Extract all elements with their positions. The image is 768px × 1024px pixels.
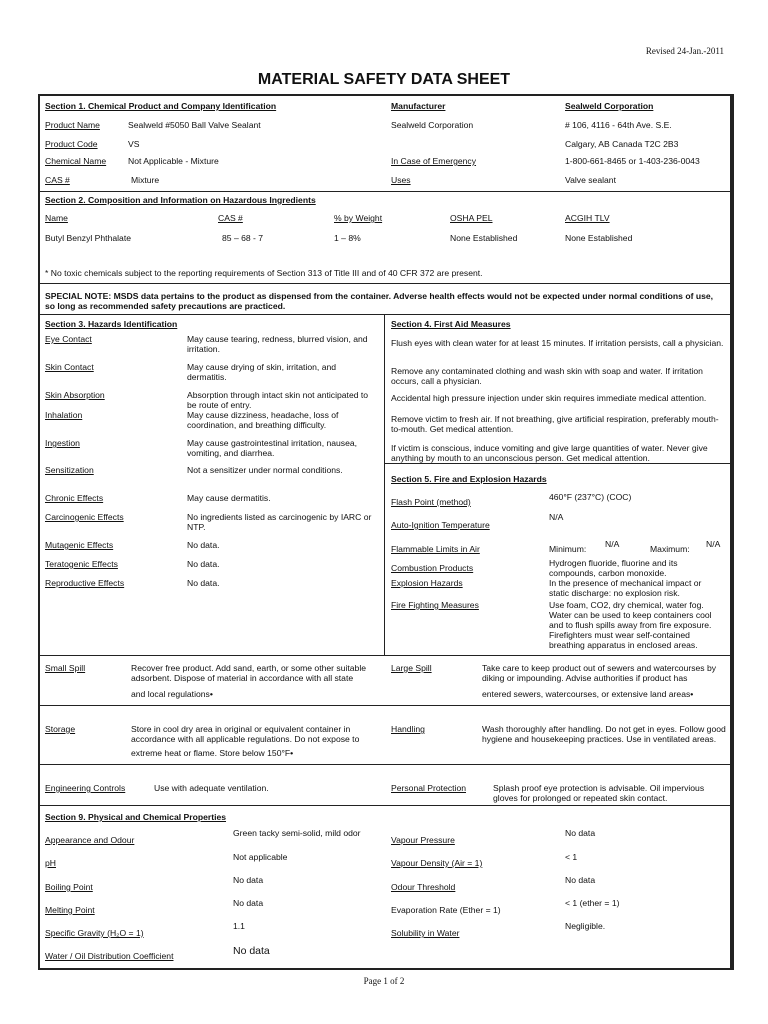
small-spill-value-end: and local regulations• (131, 689, 213, 699)
property-label: Water / Oil Distribution Coefficient (45, 951, 174, 961)
col-name: Name (45, 213, 68, 223)
hazard-value: May cause dermatitis. (187, 493, 271, 503)
flammable-limits-label: Flammable Limits in Air (391, 544, 480, 554)
hazard-value: May cause drying of skin, irritation, and dermatitis. (187, 362, 337, 382)
emergency-label: In Case of Emergency (391, 156, 477, 166)
max-value: N/A (706, 539, 721, 549)
col-osha: OSHA PEL (450, 213, 493, 223)
col-acgih: ACGIH TLV (565, 213, 610, 223)
first-aid-skin: Remove any contaminated clothing and wash skin with soap and water. If irritation occurs, call a physician. (391, 366, 703, 386)
combustion-value: Hydrogen fluoride, fluorine and its compounds, carbon monoxide. (549, 558, 678, 578)
property-value: No data (233, 898, 264, 908)
hazard-value: No data. (187, 559, 220, 569)
property-label: Solubility in Water (391, 928, 460, 938)
property-value: Green tacky semi-solid, mild odor (233, 828, 361, 838)
engineering-controls-value: Use with adequate ventilation. (154, 783, 269, 793)
explosion-label: Explosion Hazards (391, 578, 463, 588)
hazard-label: Sensitization (45, 465, 94, 475)
property-label: Specific Gravity (H₂O = 1) (45, 928, 144, 938)
page-number: Page 1 of 2 (363, 976, 405, 986)
property-value: Negligible. (565, 921, 606, 931)
max-label: Maximum: (650, 544, 690, 554)
emergency-phone: 1-800-661-8465 or 1-403-236-0043 (565, 156, 700, 166)
product-code-label: Product Code (45, 139, 98, 149)
property-value: < 1 (565, 852, 578, 862)
ingredient-weight: 1 – 8% (334, 233, 361, 243)
engineering-controls-label: Engineering Controls (45, 783, 126, 793)
hazard-label: Teratogenic Effects (45, 559, 118, 569)
section5-heading: Section 5. Fire and Explosion Hazards (391, 474, 547, 484)
col-weight: % by Weight (334, 213, 383, 223)
section2-heading: Section 2. Composition and Information on Hazardous Ingredients (45, 195, 316, 205)
hazard-value: May cause tearing, redness, blurred vision, and irritation. (187, 334, 368, 354)
chemical-name-label: Chemical Name (45, 156, 107, 166)
hazard-label: Chronic Effects (45, 493, 104, 503)
flash-point-label: Flash Point (method) (391, 497, 471, 507)
min-label: Minimum: (549, 544, 587, 554)
property-label: Melting Point (45, 905, 95, 915)
hazard-value: Not a sensitizer under normal conditions. (187, 465, 343, 475)
explosion-value: In the presence of mechanical impact or static discharge: no explosion risk. (549, 578, 702, 598)
section9-heading: Section 9. Physical and Chemical Properties (45, 812, 227, 822)
ingredient-osha: None Established (450, 233, 518, 243)
property-value: No data (233, 875, 264, 885)
section4-heading: Section 4. First Aid Measures (391, 319, 511, 329)
hazard-value: No data. (187, 540, 220, 550)
product-name-value: Sealweld #5050 Ball Valve Sealant (128, 120, 261, 130)
special-note: SPECIAL NOTE: MSDS data pertains to the product as dispensed from the container. Adverse health effects would not be expected under normal conditions of use, so long as recommended safety precautions are practiced. (45, 291, 714, 311)
property-label: Odour Threshold (391, 882, 456, 892)
section2-footnote: * No toxic chemicals subject to the reporting requirements of Section 313 of Title III and of 40 CFR 372 are present. (45, 268, 483, 278)
small-spill-label: Small Spill (45, 663, 86, 673)
storage-value-end: extreme heat or flame. Store below 150°F• (131, 748, 294, 758)
hazard-value: No ingredients listed as carcinogenic by IARC or NTP. (187, 512, 372, 532)
handling-value: Wash thoroughly after handling. Do not get in eyes. Follow good hygiene and housekeeping practices. Use in ventilated areas. (482, 724, 726, 744)
address-line2: Calgary, AB Canada T2C 2B3 (565, 139, 679, 149)
handling-label: Handling (391, 724, 425, 734)
property-value: No data (565, 828, 596, 838)
property-value: 1.1 (233, 921, 245, 931)
hazard-value: No data. (187, 578, 220, 588)
section1-heading: Section 1. Chemical Product and Company Identification (45, 101, 277, 111)
combustion-label: Combustion Products (391, 563, 474, 573)
autoignition-label: Auto-Ignition Temperature (391, 520, 490, 530)
autoignition-value: N/A (549, 512, 564, 522)
large-spill-value-end: entered sewers, watercourses, or extensive land areas• (482, 689, 694, 699)
hazard-label: Mutagenic Effects (45, 540, 114, 550)
chemical-name-value: Not Applicable - Mixture (128, 156, 219, 166)
property-label: Evaporation Rate (Ether = 1) (391, 905, 501, 915)
property-value: No data (233, 945, 270, 957)
property-label: Boiling Point (45, 882, 93, 892)
hazard-label: Eye Contact (45, 334, 92, 344)
address-line1: # 106, 4116 - 64th Ave. S.E. (565, 120, 672, 130)
first-aid-ingestion: If victim is conscious, induce vomiting and give large quantities of water. Never give anything by mouth to an unconscious person. Get medical attention. (391, 443, 708, 463)
manufacturer-heading: Manufacturer (391, 101, 446, 111)
hazard-value: May cause dizziness, headache, loss of coordination, and breathing difficulty. (187, 410, 339, 430)
cas-value: Mixture (131, 175, 160, 185)
company-heading: Sealweld Corporation (565, 101, 654, 111)
page-title: MATERIAL SAFETY DATA SHEET (257, 71, 511, 88)
min-value: N/A (605, 539, 620, 549)
ingredient-acgih: None Established (565, 233, 633, 243)
storage-label: Storage (45, 724, 76, 734)
first-aid-absorption: Accidental high pressure injection under skin requires immediate medical attention. (391, 393, 707, 403)
property-value: Not applicable (233, 852, 288, 862)
hazard-label: Carcinogenic Effects (45, 512, 124, 522)
product-code-value: VS (128, 139, 140, 149)
first-aid-inhalation: Remove victim to fresh air. If not breathing, give artificial respiration, preferably mouth-to-mouth. Get medical attention. (391, 414, 719, 434)
flash-point-value: 460°F (237°C) (COC) (549, 492, 632, 502)
hazard-label: Inhalation (45, 410, 83, 420)
uses-label: Uses (391, 175, 411, 185)
col-cas: CAS # (218, 213, 243, 223)
hazard-value: May cause gastrointestinal irritation, nausea, vomiting, and diarrhea. (187, 438, 358, 458)
product-name-label: Product Name (45, 120, 100, 130)
hazard-label: Ingestion (45, 438, 80, 448)
first-aid-eye: Flush eyes with clean water for at least 15 minutes. If irritation persists, call a physician. (391, 338, 724, 348)
firefighting-value: Use foam, CO2, dry chemical, water fog. Water can be used to keep containers cool and to flush spills away from fire exposure. Firefighters must wear self-contained breathing apparatus in enclosed areas. (549, 600, 712, 650)
property-label: Vapour Pressure (391, 835, 455, 845)
large-spill-value: Take care to keep product out of sewers and watercourses by diking or impounding. Advise authorities if product has (482, 663, 717, 683)
hazard-label: Skin Contact (45, 362, 94, 372)
firefighting-label: Fire Fighting Measures (391, 600, 479, 610)
property-label: Vapour Density (Air = 1) (391, 858, 483, 868)
property-value: No data (565, 875, 596, 885)
cas-label: CAS # (45, 175, 70, 185)
property-label: Appearance and Odour (45, 835, 135, 845)
small-spill-value: Recover free product. Add sand, earth, or some other suitable adsorbent. Dispose of material in accordance with all state (131, 663, 367, 683)
hazard-label: Skin Absorption (45, 390, 105, 400)
document-frame (38, 94, 732, 970)
hazard-value: Absorption through intact skin not anticipated to be route of entry. (187, 390, 369, 410)
ingredient-cas: 85 – 68 - 7 (222, 233, 264, 243)
ingredient-name: Butyl Benzyl Phthalate (45, 233, 131, 243)
large-spill-label: Large Spill (391, 663, 432, 673)
property-value: < 1 (ether = 1) (565, 898, 620, 908)
personal-protection-label: Personal Protection (391, 783, 466, 793)
property-label: pH (45, 858, 56, 868)
revision-date: Revised 24-Jan.-2011 (645, 46, 724, 56)
storage-value: Store in cool dry area in original or equivalent container in accordance with all applicable regulations. Do not expose to (131, 724, 360, 744)
personal-protection-value: Splash proof eye protection is advisable. Oil impervious gloves for prolonged or repeated skin contact. (493, 783, 705, 803)
uses-value: Valve sealant (565, 175, 616, 185)
section3-heading: Section 3. Hazards Identification (45, 319, 178, 329)
hazard-label: Reproductive Effects (45, 578, 125, 588)
manufacturer-value: Sealweld Corporation (391, 120, 474, 130)
